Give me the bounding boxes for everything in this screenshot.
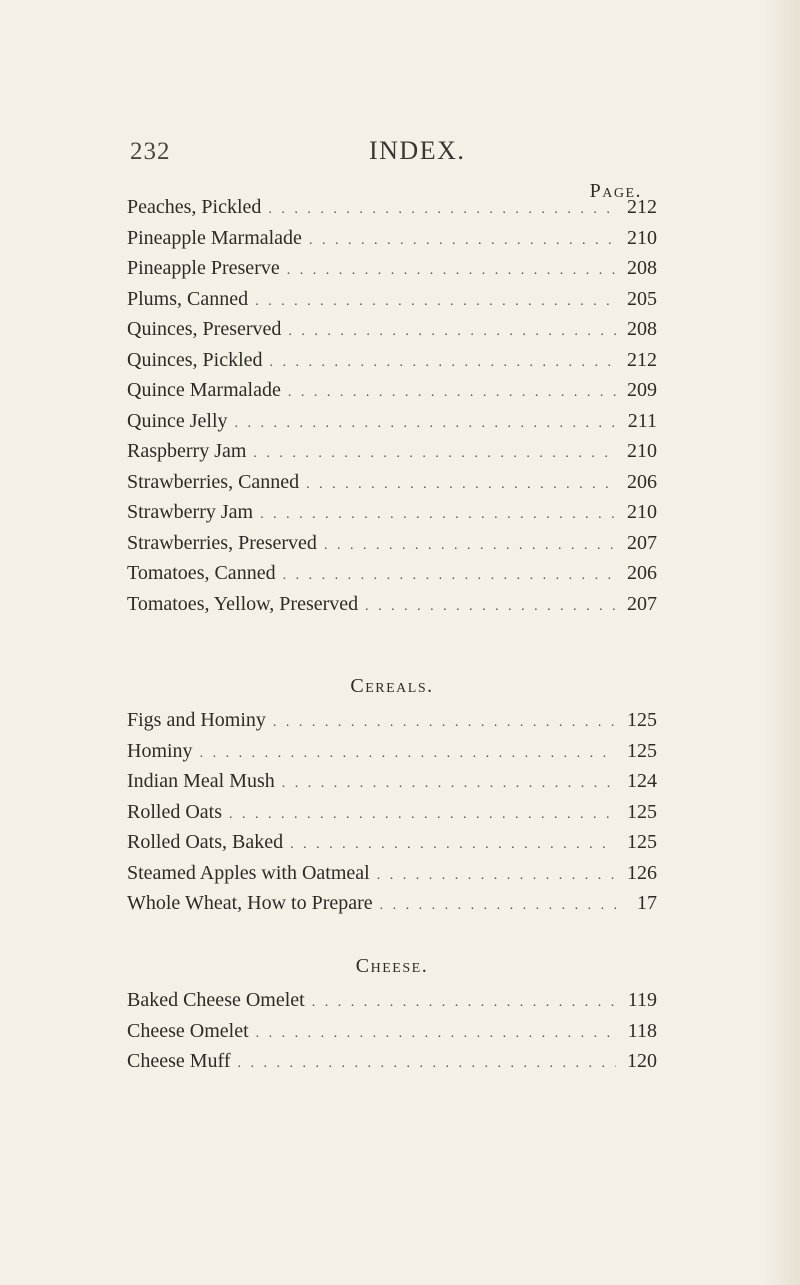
section-preserves (127, 196, 657, 623)
entry-page-number: 206 (627, 562, 657, 584)
section-heading: Cheese. (355, 955, 429, 977)
entry-page-number: 118 (627, 1019, 657, 1042)
entry-page-number: 211 (627, 409, 657, 432)
dot-leader (229, 807, 616, 823)
entry-page-number: 124 (627, 770, 657, 792)
entry-list (127, 709, 657, 923)
entry-name: Strawberry Jam (127, 501, 254, 523)
index-entry (127, 1020, 657, 1051)
section-cheese (127, 955, 657, 1081)
index-entry (127, 892, 657, 923)
entry-page-number: 207 (627, 531, 657, 554)
entry-name: Rolled Oats, Baked (127, 831, 284, 853)
dot-leader (312, 995, 616, 1011)
entry-page-number: 210 (627, 440, 657, 462)
index-entry (127, 227, 657, 258)
dot-leader (283, 568, 616, 584)
dot-leader (287, 263, 616, 279)
entry-name: Quince Marmalade (127, 379, 281, 401)
dot-leader (268, 202, 616, 218)
entry-name: Quinces, Pickled (127, 348, 263, 371)
index-entry (127, 196, 657, 227)
dot-leader (235, 416, 616, 432)
entry-name: Figs and Hominy (127, 709, 266, 731)
index-entry (127, 593, 657, 624)
entry-name: Indian Meal Mush (127, 770, 275, 792)
entry-name: Quinces, Preserved (127, 318, 282, 340)
section-cereals (127, 675, 657, 923)
index-entry (127, 989, 657, 1020)
entry-name: Raspberry Jam (127, 440, 247, 462)
entry-page-number: 120 (627, 1050, 657, 1072)
entry-name: Plums, Canned (127, 287, 249, 310)
entry-page-number: 208 (627, 318, 657, 340)
dot-leader (282, 776, 616, 792)
index-entry (127, 740, 657, 771)
entry-page-number: 126 (627, 861, 657, 884)
section-heading: Cereals. (350, 675, 434, 697)
entry-name: Hominy (127, 739, 193, 762)
entry-page-number: 125 (627, 739, 657, 762)
index-entry (127, 562, 657, 593)
running-head (127, 136, 657, 172)
entry-page-number: 125 (627, 800, 657, 823)
entry-page-number: 17 (637, 892, 657, 914)
index-entry (127, 440, 657, 471)
index-entry (127, 831, 657, 862)
page-number: 232 (130, 138, 171, 165)
dot-leader (255, 294, 616, 310)
entry-name: Tomatoes, Canned (127, 562, 276, 584)
entry-page-number: 208 (627, 257, 657, 279)
dot-leader (253, 446, 616, 462)
index-entry (127, 288, 657, 319)
dot-leader (324, 538, 616, 554)
dot-leader (380, 898, 616, 914)
entry-page-number: 125 (627, 709, 657, 731)
dot-leader (238, 1056, 617, 1072)
entry-page-number: 210 (627, 501, 657, 523)
index-entry (127, 770, 657, 801)
entry-name: Cheese Muff (127, 1050, 231, 1072)
entry-page-number: 125 (627, 831, 657, 853)
dot-leader (273, 715, 616, 731)
dot-leader (365, 599, 616, 615)
entry-page-number: 206 (627, 470, 657, 493)
index-entry (127, 318, 657, 349)
index-entry (127, 532, 657, 563)
entry-page-number: 209 (627, 379, 657, 401)
page-title: INDEX. (369, 136, 466, 165)
entry-name: Whole Wheat, How to Prepare (127, 892, 373, 914)
page-edge-shading (762, 0, 800, 1285)
index-entry (127, 709, 657, 740)
index-entry (127, 501, 657, 532)
index-entry (127, 471, 657, 502)
entry-name: Rolled Oats (127, 800, 222, 823)
entry-name: Quince Jelly (127, 409, 228, 432)
dot-leader (256, 1026, 616, 1042)
entry-page-number: 212 (627, 348, 657, 371)
entry-name: Pineapple Preserve (127, 257, 280, 279)
index-entry (127, 257, 657, 288)
dot-leader (309, 233, 616, 249)
index-entry (127, 349, 657, 380)
dot-leader (377, 868, 616, 884)
index-entry (127, 379, 657, 410)
entry-name: Pineapple Marmalade (127, 226, 302, 249)
index-entry (127, 410, 657, 441)
index-entry (127, 862, 657, 893)
entry-name: Strawberries, Preserved (127, 531, 317, 554)
index-entry (127, 801, 657, 832)
entry-name: Peaches, Pickled (127, 196, 262, 218)
page-column-label: Page. (589, 180, 642, 202)
entry-list (127, 989, 657, 1081)
index-entry (127, 1050, 657, 1081)
dot-leader (306, 477, 616, 493)
entry-name: Steamed Apples with Oatmeal (127, 861, 370, 884)
entry-page-number: 210 (627, 226, 657, 249)
entry-page-number: 207 (627, 592, 657, 615)
entry-page-number: 119 (627, 989, 657, 1011)
entry-name: Baked Cheese Omelet (127, 989, 305, 1011)
dot-leader (200, 746, 616, 762)
entry-page-number: 205 (627, 287, 657, 310)
entry-page-number: 212 (627, 196, 657, 218)
entry-name: Cheese Omelet (127, 1019, 249, 1042)
entry-name: Tomatoes, Yellow, Preserved (127, 592, 359, 615)
entry-list (127, 196, 657, 623)
dot-leader (290, 837, 616, 853)
dot-leader (288, 324, 616, 340)
dot-leader (260, 507, 616, 523)
dot-leader (288, 385, 616, 401)
dot-leader (270, 355, 616, 371)
entry-name: Strawberries, Canned (127, 470, 300, 493)
